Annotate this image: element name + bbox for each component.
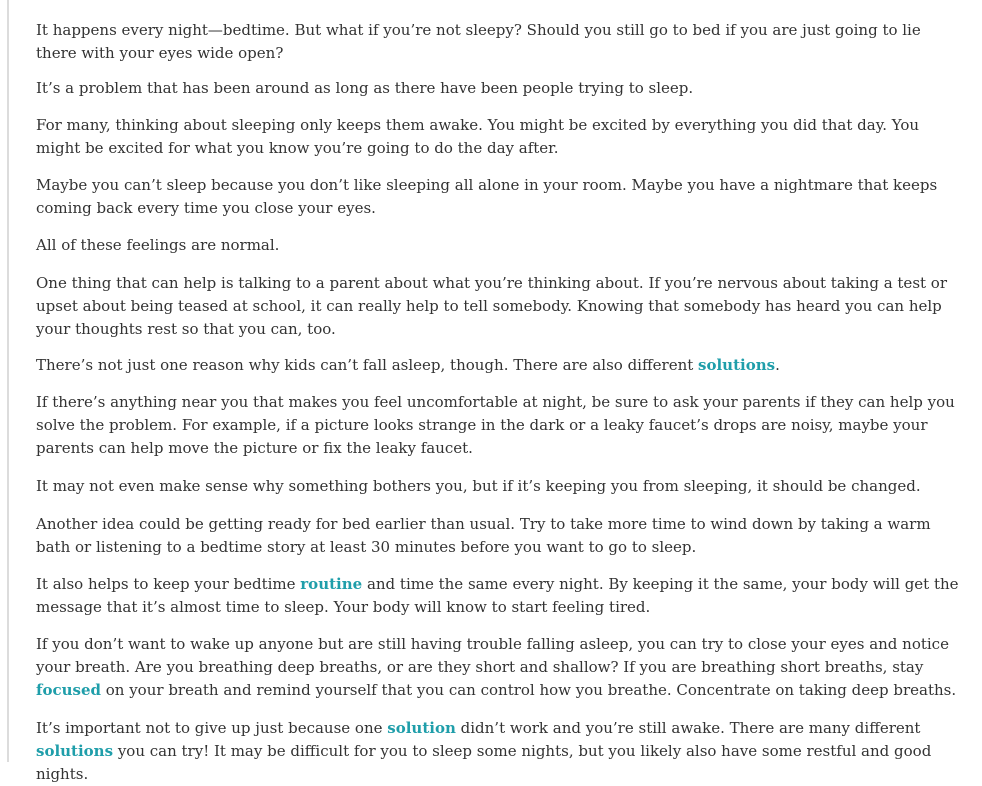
- article-paragraph: [36, 573, 962, 619]
- article-paragraph: [36, 475, 962, 498]
- paragraph-text: didn’t work and you’re still awake. There are many different: [455, 719, 921, 737]
- paragraph-text: All of these feelings are normal.: [36, 236, 280, 254]
- paragraph-text: Maybe you can’t sleep because you don’t like sleeping all alone in your room. Maybe you have a nightmare that keeps coming back every time you close your eyes.: [36, 176, 938, 217]
- article-paragraph: [36, 114, 962, 160]
- paragraph-text: It happens every night—bedtime. But what if you’re not sleepy? Should you still go to bed if you are just going to lie there with your eyes wide open?: [36, 21, 921, 62]
- paragraph-text: If there’s anything near you that makes you feel uncomfortable at night, be sure to ask your parents if they can help you solve the problem. For example, if a picture looks strange in the dark or a leaky faucet’s drops are noisy, maybe your parents can help move the picture or fix the leaky faucet.: [36, 393, 955, 457]
- article-paragraph: [36, 234, 962, 257]
- article-paragraph: [36, 633, 962, 702]
- article-paragraph: [36, 272, 962, 341]
- article-paragraph: [36, 354, 962, 377]
- article-paragraph: [36, 717, 962, 786]
- article-body: [36, 5, 962, 786]
- paragraph-text: you can try! It may be difficult for you to sleep some nights, but you likely also have some restful and good nights.: [36, 742, 932, 783]
- paragraph-text: It’s a problem that has been around as long as there have been people trying to sleep.: [36, 79, 694, 97]
- paragraph-text: and time the same every night. By keeping it the same, your body will get the message that it’s almost time to sleep. Your body will know to start feeling tired.: [36, 575, 959, 616]
- glossary-link-solutions[interactable]: solutions: [698, 356, 776, 374]
- paragraph-text: It may not even make sense why something bothers you, but if it’s keeping you from sleeping, it should be changed.: [36, 477, 921, 495]
- paragraph-text: One thing that can help is talking to a parent about what you’re thinking about. If you’re nervous about taking a test or upset about being teased at school, it can really help to tell somebody. Knowing that somebody has heard you can help your thoughts rest so that you can, too.: [36, 274, 948, 338]
- left-border-rule: [7, 0, 9, 762]
- glossary-link-routine[interactable]: routine: [300, 575, 363, 593]
- article-paragraph: [36, 513, 962, 559]
- article-paragraph: [36, 77, 962, 100]
- glossary-link-solution[interactable]: solution: [387, 719, 456, 737]
- paragraph-text: If you don’t want to wake up anyone but are still having trouble falling asleep, you can try to close your eyes and notice your breath. Are you breathing deep breaths, or are they short and shallow? If you are breathing short breaths, stay: [36, 635, 949, 676]
- paragraph-text: Another idea could be getting ready for bed earlier than usual. Try to take more time to wind down by taking a warm bath or listening to a bedtime story at least 30 minutes before you want to go to sleep.: [36, 515, 931, 556]
- paragraph-text: It also helps to keep your bedtime: [36, 575, 301, 593]
- article-paragraph: [36, 19, 962, 65]
- paragraph-text: For many, thinking about sleeping only keeps them awake. You might be excited by everything you did that day. You might be excited for what you know you’re going to do the day after.: [36, 116, 920, 157]
- article-paragraph: [36, 391, 962, 460]
- paragraph-text: It’s important not to give up just because one: [36, 719, 388, 737]
- paragraph-text: on your breath and remind yourself that you can control how you breathe. Concentrate on taking deep breaths.: [100, 681, 957, 699]
- article-paragraph: [36, 174, 962, 220]
- paragraph-text: .: [775, 356, 780, 374]
- glossary-link-focused[interactable]: focused: [36, 681, 101, 699]
- glossary-link-solutions[interactable]: solutions: [36, 742, 114, 760]
- paragraph-text: There’s not just one reason why kids can’t fall asleep, though. There are also different: [36, 356, 699, 374]
